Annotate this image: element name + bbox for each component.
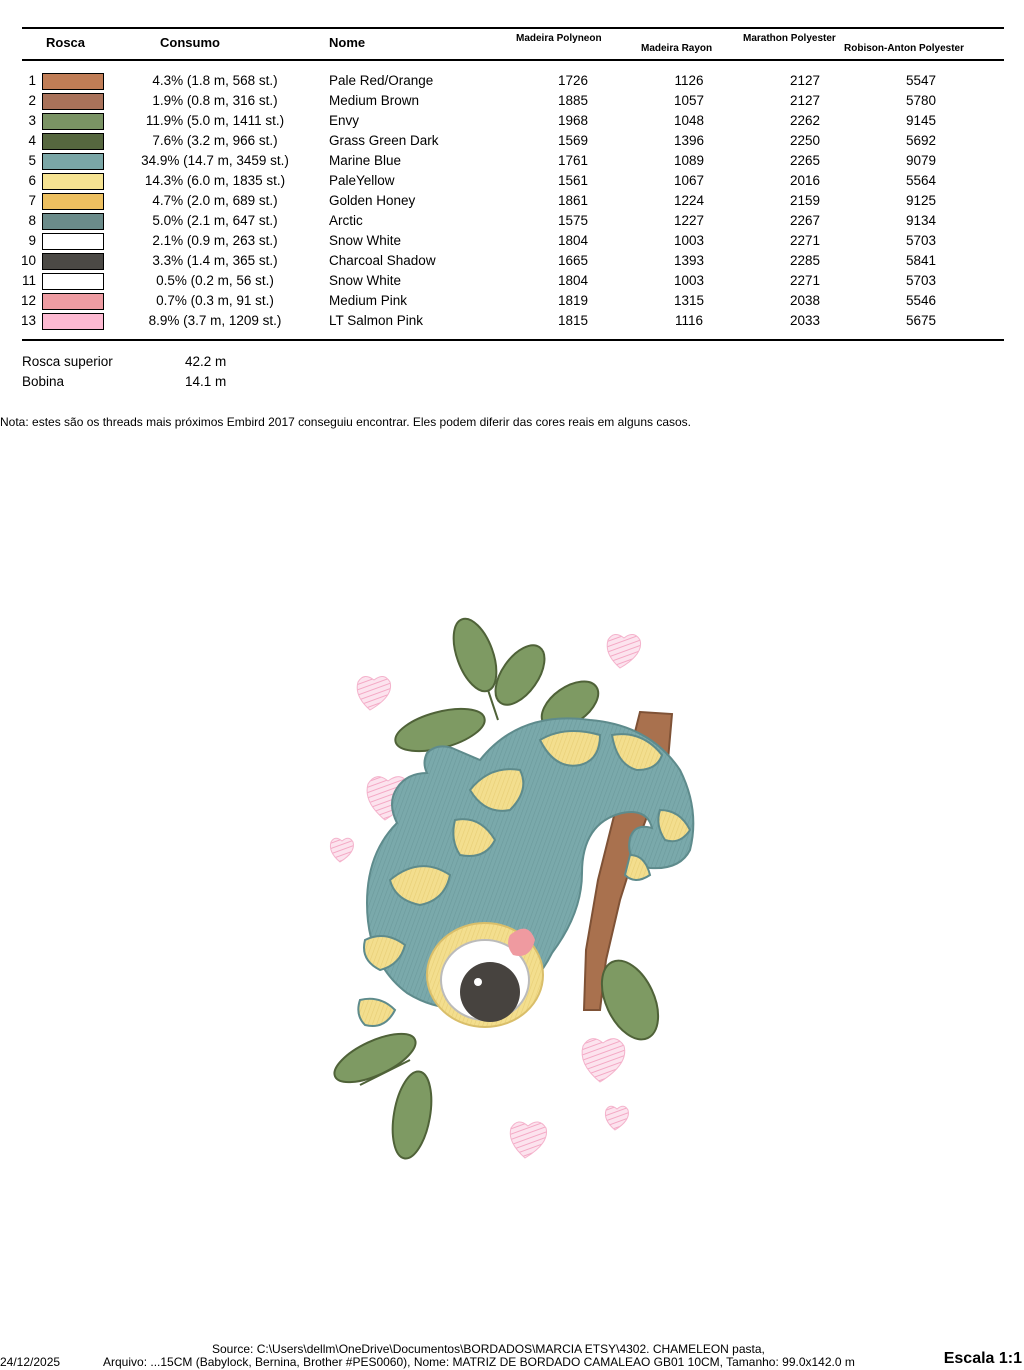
marathon-code: 2033 — [789, 313, 821, 328]
robison-code: 9079 — [905, 153, 937, 168]
marathon-code: 2016 — [789, 173, 821, 188]
chameleon-embroidery-design — [300, 600, 720, 1170]
thread-row — [0, 233, 1024, 253]
thread-number: 1 — [28, 73, 36, 88]
robison-code: 5703 — [905, 273, 937, 288]
robison-code: 9134 — [905, 213, 937, 228]
madeira-polyneon-code: 1968 — [557, 113, 589, 128]
marathon-code: 2262 — [789, 113, 821, 128]
robison-code: 5703 — [905, 233, 937, 248]
chameleon-eye — [427, 923, 543, 1027]
robison-code: 5692 — [905, 133, 937, 148]
footer-date: 24/12/2025 — [0, 1355, 61, 1369]
thread-consumption: 8.9% (3.7 m, 1209 st.) — [148, 313, 282, 328]
thread-number: 4 — [28, 133, 36, 148]
thread-row — [0, 73, 1024, 93]
madeira-polyneon-code: 1761 — [557, 153, 589, 168]
marathon-code: 2285 — [789, 253, 821, 268]
madeira-polyneon-code: 1804 — [557, 273, 589, 288]
heart — [330, 838, 353, 862]
madeira-rayon-code: 1116 — [674, 313, 704, 328]
marathon-code: 2250 — [789, 133, 821, 148]
thread-color-swatch — [42, 173, 104, 190]
thread-number: 8 — [28, 213, 36, 228]
thread-consumption: 2.1% (0.9 m, 263 st.) — [152, 233, 278, 248]
madeira-polyneon-code: 1575 — [557, 213, 589, 228]
madeira-rayon-code: 1089 — [673, 153, 705, 168]
marathon-code: 2267 — [789, 213, 821, 228]
bobina-value: 14.1 m — [185, 374, 227, 389]
thread-consumption: 14.3% (6.0 m, 1835 st.) — [144, 173, 286, 188]
leaf — [387, 1069, 438, 1162]
thread-row — [0, 293, 1024, 313]
madeira-polyneon-code: 1561 — [557, 173, 589, 188]
marathon-code: 2159 — [789, 193, 821, 208]
marathon-code: 2038 — [789, 293, 821, 308]
thread-color-swatch — [42, 73, 104, 90]
marathon-code: 2271 — [789, 233, 821, 248]
robison-code: 5564 — [905, 173, 937, 188]
madeira-rayon-code: 1067 — [673, 173, 705, 188]
madeira-rayon-code: 1003 — [673, 233, 705, 248]
thread-name: Grass Green Dark — [329, 133, 439, 148]
table-bottom-rule — [22, 339, 1004, 341]
madeira-polyneon-code: 1885 — [557, 93, 589, 108]
madeira-rayon-code: 1048 — [673, 113, 705, 128]
madeira-rayon-code: 1224 — [673, 193, 705, 208]
robison-code: 9145 — [905, 113, 937, 128]
thread-row — [0, 113, 1024, 133]
table-top-rule — [22, 27, 1004, 29]
robison-code: 5780 — [905, 93, 937, 108]
thread-consumption: 0.5% (0.2 m, 56 st.) — [156, 273, 274, 288]
yellow-spot — [358, 999, 395, 1026]
thread-row — [0, 253, 1024, 273]
robison-code: 5547 — [905, 73, 937, 88]
heart — [357, 676, 390, 710]
thread-consumption: 0.7% (0.3 m, 91 st.) — [156, 293, 274, 308]
thread-consumption: 4.3% (1.8 m, 568 st.) — [152, 73, 278, 88]
thread-name: Snow White — [329, 273, 402, 288]
thread-name: Medium Brown — [329, 93, 420, 108]
thread-name: Marine Blue — [329, 153, 402, 168]
thread-consumption: 11.9% (5.0 m, 1411 st.) — [145, 113, 285, 128]
thread-name: Charcoal Shadow — [329, 253, 436, 268]
madeira-rayon-code: 1393 — [673, 253, 705, 268]
thread-number: 7 — [28, 193, 36, 208]
marathon-code: 2271 — [789, 273, 821, 288]
rosca-superior-value: 42.2 m — [185, 354, 227, 369]
madeira-polyneon-code: 1819 — [557, 293, 589, 308]
thread-row — [0, 173, 1024, 193]
madeira-rayon-code: 1126 — [674, 73, 704, 88]
madeira-rayon-code: 1003 — [673, 273, 705, 288]
marathon-code: 2127 — [789, 93, 821, 108]
thread-row — [0, 313, 1024, 333]
thread-number: 2 — [28, 93, 36, 108]
madeira-rayon-code: 1315 — [673, 293, 705, 308]
thread-name: Arctic — [329, 213, 363, 228]
thread-number: 10 — [20, 253, 36, 268]
thread-color-swatch — [42, 253, 104, 270]
thread-color-swatch — [42, 193, 104, 210]
robison-code: 5546 — [905, 293, 937, 308]
thread-name: PaleYellow — [329, 173, 395, 188]
madeira-rayon-code: 1057 — [673, 93, 705, 108]
header-rosca: Rosca — [46, 35, 86, 50]
rosca-superior-label: Rosca superior — [22, 354, 113, 369]
header-marathon: Marathon Polyester — [743, 33, 836, 44]
thread-color-swatch — [42, 93, 104, 110]
robison-code: 9125 — [905, 193, 937, 208]
thread-name: Medium Pink — [329, 293, 408, 308]
thread-number: 12 — [20, 293, 36, 308]
marathon-code: 2127 — [789, 73, 821, 88]
thread-name: Envy — [329, 113, 360, 128]
heart — [582, 1039, 625, 1082]
bobina-label: Bobina — [22, 374, 65, 389]
footer-source: Source: C:\Users\dellm\OneDrive\Documentos\BORDADOS\MARCIA ETSY\4302. CHAMELEON pasta, — [212, 1342, 765, 1356]
madeira-rayon-code: 1396 — [673, 133, 705, 148]
robison-code: 5841 — [905, 253, 937, 268]
madeira-polyneon-code: 1815 — [557, 313, 589, 328]
thread-number: 6 — [28, 173, 36, 188]
thread-row — [0, 273, 1024, 293]
thread-consumption: 34.9% (14.7 m, 3459 st.) — [141, 153, 289, 168]
thread-color-swatch — [42, 293, 104, 310]
thread-note: Nota: estes são os threads mais próximos Embird 2017 conseguiu encontrar. Eles podem diferir das cores reais em alguns casos. — [0, 415, 692, 429]
thread-consumption: 1.9% (0.8 m, 316 st.) — [152, 93, 278, 108]
thread-name: Snow White — [329, 233, 402, 248]
table-header-rule — [22, 59, 1004, 61]
thread-row — [0, 193, 1024, 213]
thread-color-swatch — [42, 313, 104, 330]
thread-number: 3 — [28, 113, 36, 128]
thread-row — [0, 213, 1024, 233]
thread-row — [0, 153, 1024, 173]
marathon-code: 2265 — [789, 153, 821, 168]
header-robison: Robison-Anton Polyester — [844, 43, 965, 54]
footer-scale: Escala 1:1 — [943, 1350, 1022, 1367]
thread-consumption: 3.3% (1.4 m, 365 st.) — [152, 253, 278, 268]
thread-number: 13 — [20, 313, 36, 328]
thread-name: LT Salmon Pink — [329, 313, 424, 328]
heart — [605, 1106, 628, 1130]
thread-color-swatch — [42, 213, 104, 230]
thread-color-swatch — [42, 113, 104, 130]
thread-color-swatch — [42, 233, 104, 250]
thread-number: 9 — [28, 233, 36, 248]
thread-name: Pale Red/Orange — [329, 73, 434, 88]
madeira-polyneon-code: 1665 — [557, 253, 589, 268]
madeira-rayon-code: 1227 — [673, 213, 705, 228]
header-nome: Nome — [329, 35, 366, 50]
thread-consumption: 4.7% (2.0 m, 689 st.) — [152, 193, 278, 208]
madeira-polyneon-code: 1726 — [557, 73, 589, 88]
thread-number: 11 — [21, 273, 36, 288]
thread-row — [0, 133, 1024, 153]
thread-color-swatch — [42, 133, 104, 150]
thread-row — [0, 93, 1024, 113]
heart — [607, 634, 640, 668]
thread-consumption: 7.6% (3.2 m, 966 st.) — [152, 133, 278, 148]
thread-name: Golden Honey — [329, 193, 416, 208]
header-madeira-polyneon: Madeira Polyneon — [516, 33, 602, 44]
thread-consumption: 5.0% (2.1 m, 647 st.) — [152, 213, 278, 228]
madeira-polyneon-code: 1569 — [557, 133, 589, 148]
madeira-polyneon-code: 1804 — [557, 233, 589, 248]
thread-number: 5 — [28, 153, 36, 168]
header-consumo: Consumo — [160, 35, 220, 50]
header-madeira-rayon: Madeira Rayon — [641, 43, 713, 54]
thread-color-swatch — [42, 153, 104, 170]
robison-code: 5675 — [905, 313, 937, 328]
thread-color-swatch — [42, 273, 104, 290]
madeira-polyneon-code: 1861 — [557, 193, 589, 208]
footer-arquivo: Arquivo: ...15CM (Babylock, Bernina, Brother #PES0060), Nome: MATRIZ DE BORDADO CAMALEAO GB01 10CM, Tamanho: 99.0x142.0 m — [103, 1355, 855, 1369]
heart — [510, 1122, 546, 1158]
